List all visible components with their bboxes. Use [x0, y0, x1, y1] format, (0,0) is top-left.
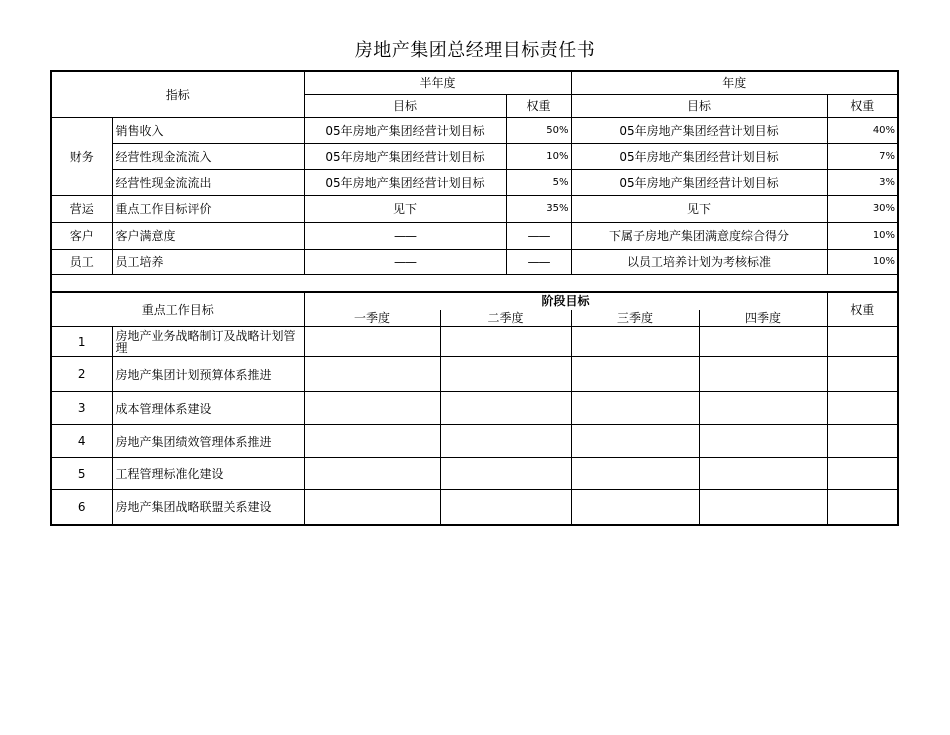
- table-row: [51, 249, 898, 274]
- q4-cell: [699, 392, 827, 425]
- table-row: [51, 392, 898, 425]
- spacer-row: [51, 274, 898, 292]
- table-row: [51, 357, 898, 392]
- half-target: 05年房地产集团经营计划目标: [304, 143, 506, 169]
- table-row: [51, 169, 898, 195]
- table-row: [51, 327, 898, 357]
- table-row: [51, 458, 898, 490]
- weight-cell: [827, 490, 898, 525]
- q2-cell: [440, 392, 571, 425]
- half-year-header: 半年度: [304, 71, 571, 94]
- weight-cell: [827, 458, 898, 490]
- item-label: 销售收入: [112, 117, 304, 143]
- table-row: [51, 222, 898, 249]
- q3-cell: [571, 490, 699, 525]
- year-target: 05年房地产集团经营计划目标: [571, 117, 827, 143]
- row-number: 5: [51, 458, 112, 490]
- work-name: 房地产集团绩效管理体系推进: [112, 425, 304, 458]
- year-weight: 30%: [827, 195, 898, 222]
- half-weight: ——: [506, 222, 571, 249]
- q3-cell: [571, 425, 699, 458]
- q2-cell: [440, 357, 571, 392]
- half-target: ——: [304, 249, 506, 274]
- category-customer: 客户: [51, 222, 112, 249]
- half-weight: 35%: [506, 195, 571, 222]
- indicator-header: 指标: [51, 71, 304, 117]
- year-weight: 10%: [827, 222, 898, 249]
- stage-target-header: 阶段目标: [304, 293, 827, 310]
- work-name: 房地产集团计划预算体系推进: [112, 357, 304, 392]
- q2-cell: [440, 327, 571, 357]
- key-work-table: [50, 292, 899, 526]
- weight-cell: [827, 425, 898, 458]
- q3-cell: [571, 327, 699, 357]
- q4-cell: [699, 357, 827, 392]
- table-row: [51, 195, 898, 222]
- row-number: 6: [51, 490, 112, 525]
- half-target: 见下: [304, 195, 506, 222]
- year-weight: 40%: [827, 117, 898, 143]
- half-weight: ——: [506, 249, 571, 274]
- q3-cell: [571, 458, 699, 490]
- category-operation: 营运: [51, 195, 112, 222]
- q1-cell: [304, 490, 440, 525]
- q1-cell: [304, 458, 440, 490]
- half-weight: 10%: [506, 143, 571, 169]
- q3-cell: [571, 357, 699, 392]
- weight-cell: [827, 327, 898, 357]
- q4-cell: [699, 490, 827, 525]
- year-weight-header: 权重: [827, 94, 898, 117]
- q4-cell: [699, 458, 827, 490]
- weight-cell: [827, 357, 898, 392]
- half-target: 05年房地产集团经营计划目标: [304, 117, 506, 143]
- row-number: 2: [51, 357, 112, 392]
- q1-cell: [304, 357, 440, 392]
- q1-cell: [304, 392, 440, 425]
- q3-cell: [571, 392, 699, 425]
- row-number: 4: [51, 425, 112, 458]
- work-name: 房地产业务战略制订及战略计划管理: [112, 327, 304, 357]
- category-staff: 员工: [51, 249, 112, 274]
- row-number: 1: [51, 327, 112, 357]
- half-target: 05年房地产集团经营计划目标: [304, 169, 506, 195]
- table-row: [51, 143, 898, 169]
- item-label: 员工培养: [112, 249, 304, 274]
- year-weight: 10%: [827, 249, 898, 274]
- half-target-header: 目标: [304, 94, 506, 117]
- weight-cell: [827, 392, 898, 425]
- page-title: 房地产集团总经理目标责任书: [354, 40, 596, 61]
- category-finance: 财务: [51, 117, 112, 195]
- year-target-header: 目标: [571, 94, 827, 117]
- key-work-header: 重点工作目标: [51, 293, 304, 327]
- indicator-table: [50, 70, 899, 293]
- q1-cell: [304, 425, 440, 458]
- year-target: 见下: [571, 195, 827, 222]
- q3-header: 三季度: [571, 310, 699, 327]
- q2-cell: [440, 458, 571, 490]
- row-number: 3: [51, 392, 112, 425]
- weight-header: 权重: [827, 293, 898, 327]
- q2-cell: [440, 425, 571, 458]
- item-label: 经营性现金流流入: [112, 143, 304, 169]
- q2-cell: [440, 490, 571, 525]
- table-row: [51, 490, 898, 525]
- work-name: 房地产集团战略联盟关系建设: [112, 490, 304, 525]
- q4-cell: [699, 425, 827, 458]
- q1-cell: [304, 327, 440, 357]
- year-target: 05年房地产集团经营计划目标: [571, 169, 827, 195]
- work-name: 工程管理标准化建设: [112, 458, 304, 490]
- year-weight: 3%: [827, 169, 898, 195]
- half-weight: 50%: [506, 117, 571, 143]
- item-label: 重点工作目标评价: [112, 195, 304, 222]
- item-label: 客户满意度: [112, 222, 304, 249]
- item-label: 经营性现金流流出: [112, 169, 304, 195]
- work-name: 成本管理体系建设: [112, 392, 304, 425]
- table-row: [51, 425, 898, 458]
- q1-header: 一季度: [304, 310, 440, 327]
- year-target: 05年房地产集团经营计划目标: [571, 143, 827, 169]
- year-weight: 7%: [827, 143, 898, 169]
- year-target: 下属子房地产集团满意度综合得分: [571, 222, 827, 249]
- q4-cell: [699, 327, 827, 357]
- q4-header: 四季度: [699, 310, 827, 327]
- half-weight: 5%: [506, 169, 571, 195]
- q2-header: 二季度: [440, 310, 571, 327]
- half-target: ——: [304, 222, 506, 249]
- year-target: 以员工培养计划为考核标准: [571, 249, 827, 274]
- year-header: 年度: [571, 71, 898, 94]
- half-weight-header: 权重: [506, 94, 571, 117]
- table-row: [51, 117, 898, 143]
